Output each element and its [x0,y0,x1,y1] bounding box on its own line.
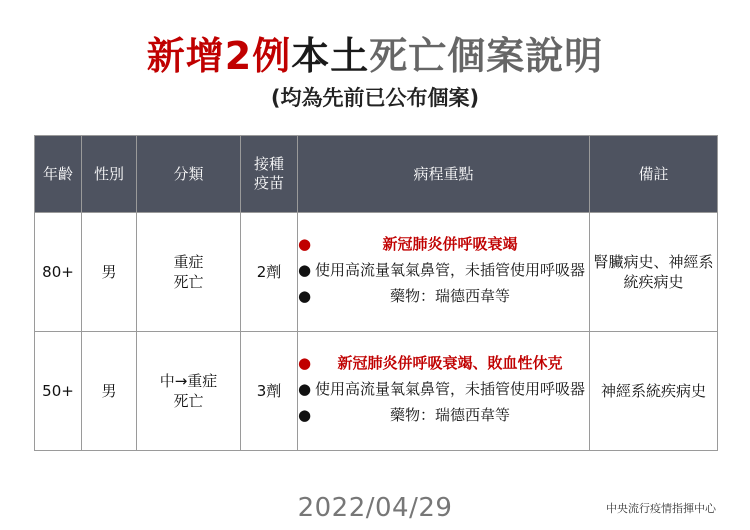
course-item-text: 使用高流量氧氣鼻管，未插管使用呼吸器 [315,261,586,279]
cell-category: 中→重症 死亡 [137,332,241,451]
header-sex: 性別 [82,136,137,213]
course-item-text: 新冠肺炎併呼吸衰竭 [382,235,518,253]
report-date: 2022/04/29 [297,493,453,523]
page-subtitle: (均為先前已公布個案) [270,86,480,110]
cell-sex: 男 [82,332,137,451]
cell-age: 50+ [35,332,82,451]
title-rest: 死亡個案說明 [369,34,604,78]
bullet-icon: ● [298,354,312,372]
course-item-text: 使用高流量氧氣鼻管，未插管使用呼吸器 [315,380,586,398]
course-item [298,260,589,280]
table-header-row [35,136,718,213]
table-row [35,332,718,451]
course-item [298,286,589,306]
cell-age: 80+ [35,213,82,332]
case-table [34,135,718,451]
cell-course [298,332,590,451]
page-title [0,34,750,78]
cell-course [298,213,590,332]
table-row [35,213,718,332]
cell-vaccine: 3劑 [241,332,298,451]
course-item [298,405,589,425]
title-count: 新增2例 [146,34,292,78]
course-item [298,379,589,399]
header-category: 分類 [137,136,241,213]
bullet-icon: ● [298,287,312,305]
header-note: 備註 [590,136,718,213]
bullet-icon: ● [298,380,312,398]
cell-note: 神經系統疾病史 [590,332,718,451]
course-item-text: 藥物：瑞德西韋等 [390,287,511,305]
header-age: 年齡 [35,136,82,213]
course-item [298,234,589,254]
bullet-icon: ● [298,235,312,253]
organization-name: 中央流行疫情指揮中心 [606,502,716,515]
header-course: 病程重點 [298,136,590,213]
cell-vaccine: 2劑 [241,213,298,332]
course-item-text: 新冠肺炎併呼吸衰竭、敗血性休克 [337,354,563,372]
course-item [298,353,589,373]
bullet-icon: ● [298,261,312,279]
cell-note: 腎臟病史、神經系統疾病史 [590,213,718,332]
course-item-text: 藥物：瑞德西韋等 [390,406,511,424]
title-domestic: 本土 [291,34,370,78]
bullet-icon: ● [298,406,312,424]
cell-category: 重症 死亡 [137,213,241,332]
cell-sex: 男 [82,213,137,332]
header-vaccine: 接種 疫苗 [241,136,298,213]
